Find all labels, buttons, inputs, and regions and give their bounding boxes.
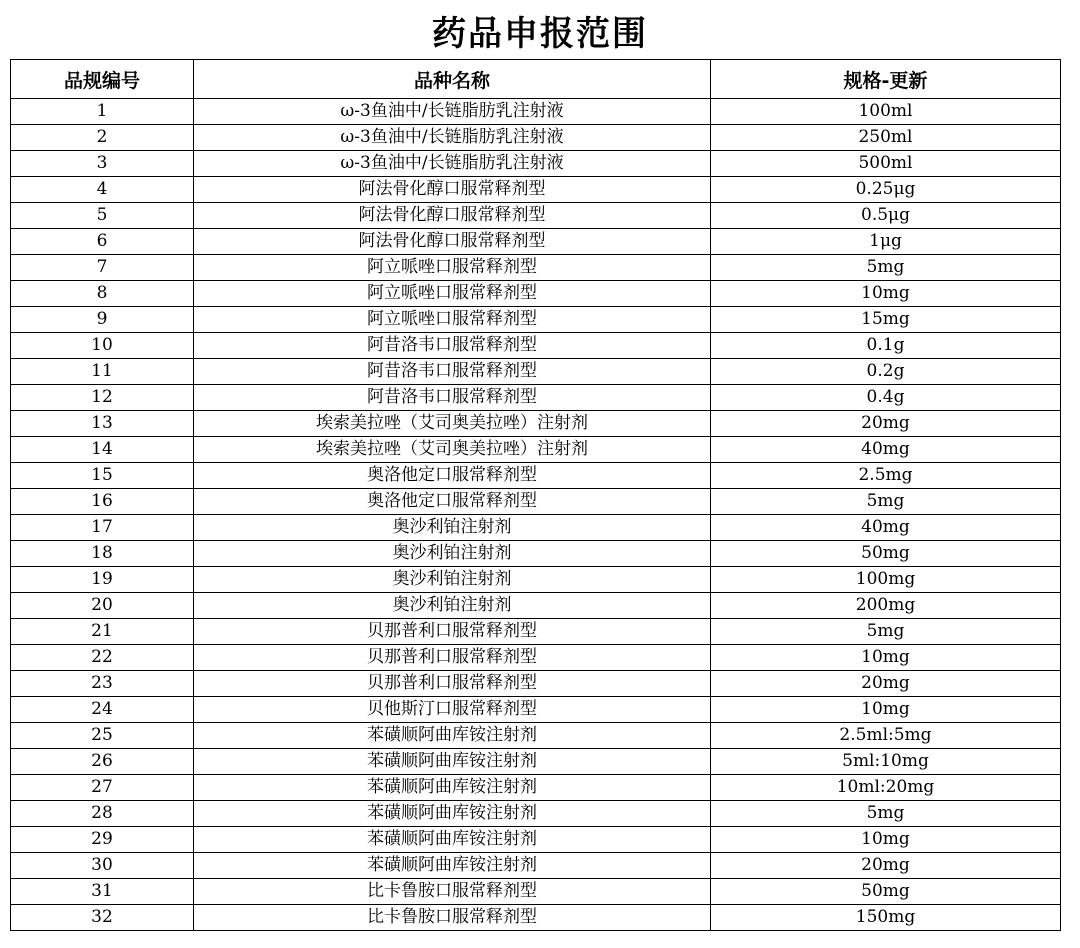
table-row [11, 489, 1061, 515]
table-row [11, 281, 1061, 307]
cell-item-number: 6 [11, 229, 194, 255]
cell-item-number: 29 [11, 827, 194, 853]
cell-specification: 15mg [711, 307, 1061, 333]
table-body [11, 99, 1061, 931]
table-row [11, 359, 1061, 385]
cell-item-number: 20 [11, 593, 194, 619]
cell-item-number: 3 [11, 151, 194, 177]
header-specification: 规格-更新 [711, 60, 1061, 99]
cell-item-number: 18 [11, 541, 194, 567]
cell-specification: 5mg [711, 255, 1061, 281]
cell-specification: 20mg [711, 411, 1061, 437]
cell-specification: 1μg [711, 229, 1061, 255]
cell-item-number: 26 [11, 749, 194, 775]
cell-specification: 10mg [711, 697, 1061, 723]
cell-specification: 100mg [711, 567, 1061, 593]
header-row [11, 60, 1061, 99]
cell-item-number: 16 [11, 489, 194, 515]
page-title: 药品申报范围 [432, 14, 648, 54]
cell-specification: 0.25μg [711, 177, 1061, 203]
cell-item-number: 15 [11, 463, 194, 489]
table-row [11, 749, 1061, 775]
cell-specification: 20mg [711, 853, 1061, 879]
table-row [11, 645, 1061, 671]
table-row [11, 671, 1061, 697]
table-row [11, 619, 1061, 645]
cell-item-number: 12 [11, 385, 194, 411]
cell-specification: 10mg [711, 645, 1061, 671]
cell-drug-name: 苯磺顺阿曲库铵注射剂 [194, 801, 711, 827]
cell-drug-name: 比卡鲁胺口服常释剂型 [194, 879, 711, 905]
cell-item-number: 4 [11, 177, 194, 203]
cell-drug-name: 比卡鲁胺口服常释剂型 [194, 905, 711, 931]
table-row [11, 307, 1061, 333]
cell-drug-name: 奥洛他定口服常释剂型 [194, 489, 711, 515]
cell-specification: 50mg [711, 879, 1061, 905]
cell-drug-name: 奥沙利铂注射剂 [194, 541, 711, 567]
cell-drug-name: 埃索美拉唑（艾司奥美拉唑）注射剂 [194, 411, 711, 437]
cell-item-number: 13 [11, 411, 194, 437]
table-row [11, 99, 1061, 125]
cell-drug-name: 苯磺顺阿曲库铵注射剂 [194, 723, 711, 749]
cell-drug-name: ω-3鱼油中/长链脂肪乳注射液 [194, 125, 711, 151]
cell-specification: 40mg [711, 437, 1061, 463]
cell-drug-name: 阿法骨化醇口服常释剂型 [194, 229, 711, 255]
cell-specification: 0.2g [711, 359, 1061, 385]
cell-specification: 200mg [711, 593, 1061, 619]
cell-item-number: 25 [11, 723, 194, 749]
table-row [11, 255, 1061, 281]
table-row [11, 437, 1061, 463]
cell-drug-name: 阿法骨化醇口服常释剂型 [194, 177, 711, 203]
header-item-number: 品规编号 [11, 60, 194, 99]
cell-drug-name: 阿昔洛韦口服常释剂型 [194, 333, 711, 359]
cell-drug-name: 苯磺顺阿曲库铵注射剂 [194, 775, 711, 801]
cell-specification: 2.5ml:5mg [711, 723, 1061, 749]
cell-item-number: 17 [11, 515, 194, 541]
cell-item-number: 9 [11, 307, 194, 333]
cell-item-number: 31 [11, 879, 194, 905]
cell-drug-name: 奥沙利铂注射剂 [194, 515, 711, 541]
cell-item-number: 11 [11, 359, 194, 385]
table-row [11, 463, 1061, 489]
cell-drug-name: 奥沙利铂注射剂 [194, 567, 711, 593]
cell-drug-name: 苯磺顺阿曲库铵注射剂 [194, 827, 711, 853]
table-row [11, 723, 1061, 749]
cell-item-number: 27 [11, 775, 194, 801]
cell-drug-name: 阿立哌唑口服常释剂型 [194, 255, 711, 281]
cell-item-number: 2 [11, 125, 194, 151]
cell-item-number: 1 [11, 99, 194, 125]
table-row [11, 567, 1061, 593]
cell-drug-name: 奥沙利铂注射剂 [194, 593, 711, 619]
cell-specification: 0.5μg [711, 203, 1061, 229]
table-row [11, 697, 1061, 723]
cell-item-number: 32 [11, 905, 194, 931]
cell-item-number: 19 [11, 567, 194, 593]
table-row [11, 203, 1061, 229]
table-row [11, 125, 1061, 151]
cell-specification: 100ml [711, 99, 1061, 125]
cell-drug-name: 阿立哌唑口服常释剂型 [194, 307, 711, 333]
cell-specification: 250ml [711, 125, 1061, 151]
cell-specification: 20mg [711, 671, 1061, 697]
cell-item-number: 7 [11, 255, 194, 281]
drug-scope-table [10, 59, 1061, 931]
table-row [11, 905, 1061, 931]
table-row [11, 541, 1061, 567]
cell-drug-name: 阿昔洛韦口服常释剂型 [194, 359, 711, 385]
table-row [11, 333, 1061, 359]
table-header [11, 60, 1061, 99]
cell-drug-name: 贝那普利口服常释剂型 [194, 645, 711, 671]
cell-specification: 5mg [711, 489, 1061, 515]
header-drug-name: 品种名称 [194, 60, 711, 99]
cell-specification: 10mg [711, 827, 1061, 853]
cell-specification: 0.4g [711, 385, 1061, 411]
table-row [11, 177, 1061, 203]
cell-drug-name: 阿立哌唑口服常释剂型 [194, 281, 711, 307]
table-row [11, 853, 1061, 879]
cell-specification: 10mg [711, 281, 1061, 307]
cell-specification: 40mg [711, 515, 1061, 541]
table-row [11, 775, 1061, 801]
cell-drug-name: 贝那普利口服常释剂型 [194, 671, 711, 697]
cell-drug-name: 阿法骨化醇口服常释剂型 [194, 203, 711, 229]
cell-item-number: 14 [11, 437, 194, 463]
cell-specification: 5mg [711, 801, 1061, 827]
cell-item-number: 5 [11, 203, 194, 229]
table-row [11, 229, 1061, 255]
cell-drug-name: 苯磺顺阿曲库铵注射剂 [194, 853, 711, 879]
cell-item-number: 23 [11, 671, 194, 697]
cell-specification: 10ml:20mg [711, 775, 1061, 801]
table-row [11, 151, 1061, 177]
cell-item-number: 10 [11, 333, 194, 359]
table-row [11, 801, 1061, 827]
cell-drug-name: 苯磺顺阿曲库铵注射剂 [194, 749, 711, 775]
table-row [11, 515, 1061, 541]
cell-item-number: 24 [11, 697, 194, 723]
cell-drug-name: 贝他斯汀口服常释剂型 [194, 697, 711, 723]
cell-specification: 500ml [711, 151, 1061, 177]
cell-specification: 5ml:10mg [711, 749, 1061, 775]
cell-specification: 0.1g [711, 333, 1061, 359]
table-row [11, 879, 1061, 905]
cell-drug-name: 贝那普利口服常释剂型 [194, 619, 711, 645]
cell-drug-name: 奥洛他定口服常释剂型 [194, 463, 711, 489]
cell-drug-name: ω-3鱼油中/长链脂肪乳注射液 [194, 151, 711, 177]
table-row [11, 385, 1061, 411]
cell-item-number: 30 [11, 853, 194, 879]
cell-specification: 50mg [711, 541, 1061, 567]
cell-item-number: 8 [11, 281, 194, 307]
table-row [11, 593, 1061, 619]
cell-drug-name: 阿昔洛韦口服常释剂型 [194, 385, 711, 411]
cell-specification: 5mg [711, 619, 1061, 645]
table-row [11, 411, 1061, 437]
cell-item-number: 21 [11, 619, 194, 645]
cell-drug-name: 埃索美拉唑（艾司奥美拉唑）注射剂 [194, 437, 711, 463]
cell-specification: 2.5mg [711, 463, 1061, 489]
cell-item-number: 28 [11, 801, 194, 827]
cell-item-number: 22 [11, 645, 194, 671]
cell-drug-name: ω-3鱼油中/长链脂肪乳注射液 [194, 99, 711, 125]
cell-specification: 150mg [711, 905, 1061, 931]
table-row [11, 827, 1061, 853]
